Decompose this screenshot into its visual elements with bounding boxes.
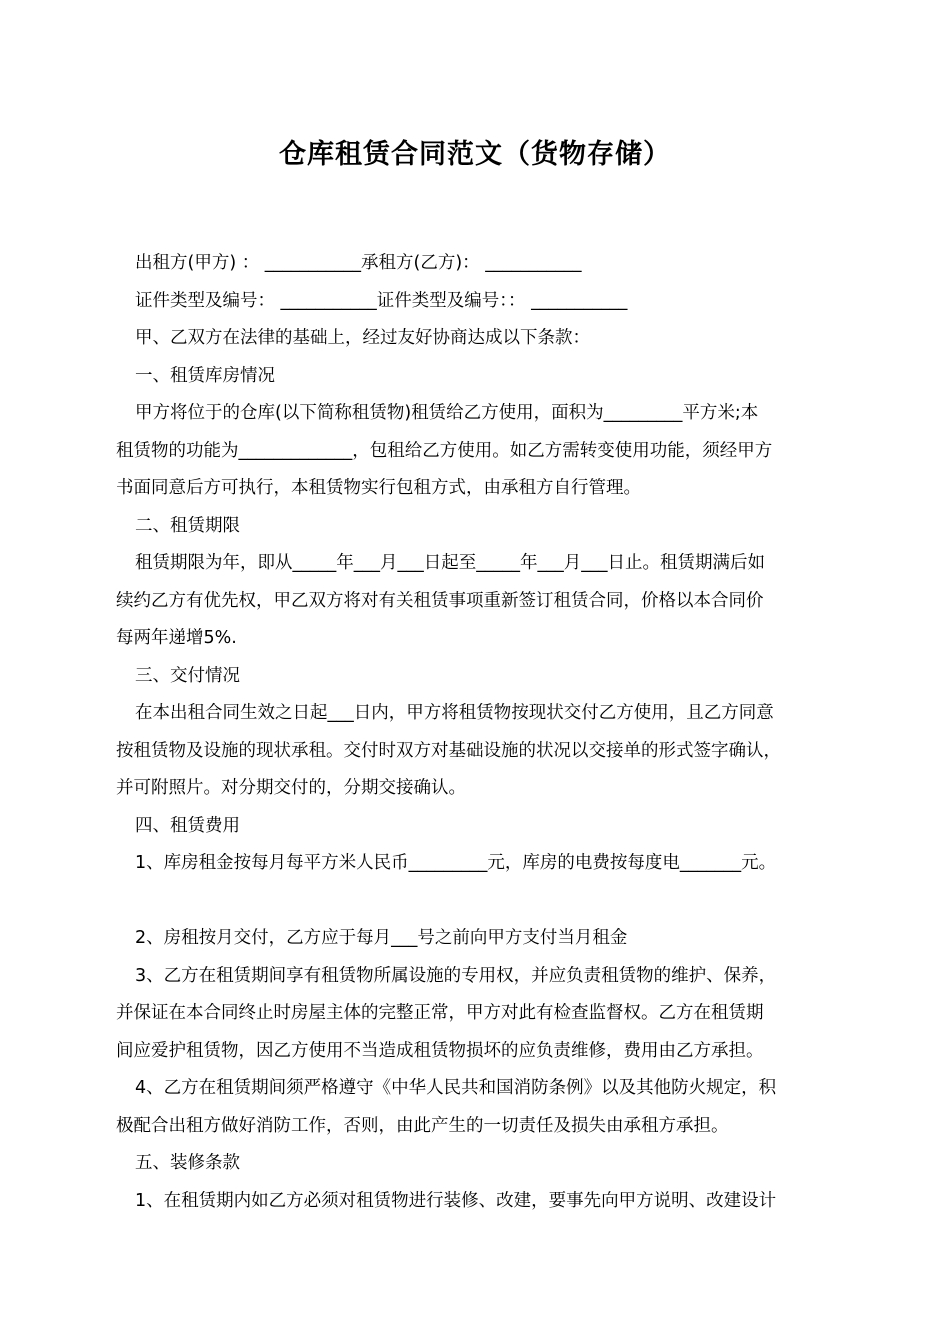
contract-body: [116, 245, 846, 1220]
text-line: 甲、乙双方在法律的基础上，经过友好协商达成以下条款：: [135, 328, 590, 348]
text-line: 租赁物的功能为_____________，包租给乙方使用。如乙方需转变使用功能，须经甲方: [116, 440, 773, 461]
text-line: 书面同意后方可执行，本租赁物实行包租方式，由承租方自行管理。: [116, 478, 641, 498]
text-line: 1、库房租金按每月每平方米人民币_________元，库房的电费按每度电_______元。: [135, 853, 777, 873]
text-line: 在本出租合同生效之日起___日内，甲方将租赁物按现状交付乙方使用，且乙方同意: [135, 703, 774, 723]
text-line: 1、在租赁期内如乙方必须对租赁物进行装修、改建，要事先向甲方说明、改建设计: [135, 1190, 777, 1211]
text-line: 续约乙方有优先权，甲乙双方将对有关租赁事项重新签订租赁合同，价格以本合同价: [116, 590, 764, 611]
text-line: 按租赁物及设施的现状承租。交付时双方对基础设施的状况以交接单的形式签字确认，: [116, 740, 781, 761]
text-line: 租赁期限为年，即从_____年___月___日起至_____年___月___日止。租赁期满后如: [135, 553, 765, 573]
document-title: 仓库租赁合同范文（货物存储）: [279, 139, 671, 170]
text-line: 五、装修条款: [135, 1153, 240, 1173]
text-line: 三、交付情况: [135, 665, 240, 686]
text-line: 3、乙方在租赁期间享有租赁物所属设施的专用权，并应负责租赁物的维护、保养，: [135, 965, 777, 986]
text-line: 一、租赁库房情况: [135, 365, 275, 386]
text-line: 甲方将位于的仓库(以下简称租赁物)租赁给乙方使用，面积为_________平方米;本: [135, 403, 759, 423]
text-line: 每两年递增5%.: [116, 628, 237, 648]
text-line: 并保证在本合同终止时房屋主体的完整正常，甲方对此有检查监督权。乙方在租赁期: [116, 1003, 764, 1023]
text-line: 二、租赁期限: [135, 515, 240, 536]
text-line: 证件类型及编号： ___________证件类型及编号：： ___________: [135, 290, 628, 311]
text-line: 间应爱护租赁物，因乙方使用不当造成租赁物损坏的应负责维修，费用由乙方承担。: [116, 1040, 764, 1061]
text-line: 4、乙方在租赁期间须严格遵守《中华人民共和国消防条例》以及其他防火规定，积: [135, 1078, 777, 1098]
text-line: 2、房租按月交付，乙方应于每月___号之前向甲方支付当月租金: [135, 928, 628, 948]
text-line: 四、租赁费用: [135, 815, 240, 836]
text-line: 出租方(甲方) ： ___________承租方(乙方)： ___________: [135, 253, 582, 273]
blank-line: [116, 883, 846, 921]
text-line: 并可附照片。对分期交付的，分期交接确认。: [116, 778, 466, 798]
text-line: 极配合出租方做好消防工作，否则，由此产生的一切责任及损失由承租方承担。: [116, 1115, 729, 1136]
